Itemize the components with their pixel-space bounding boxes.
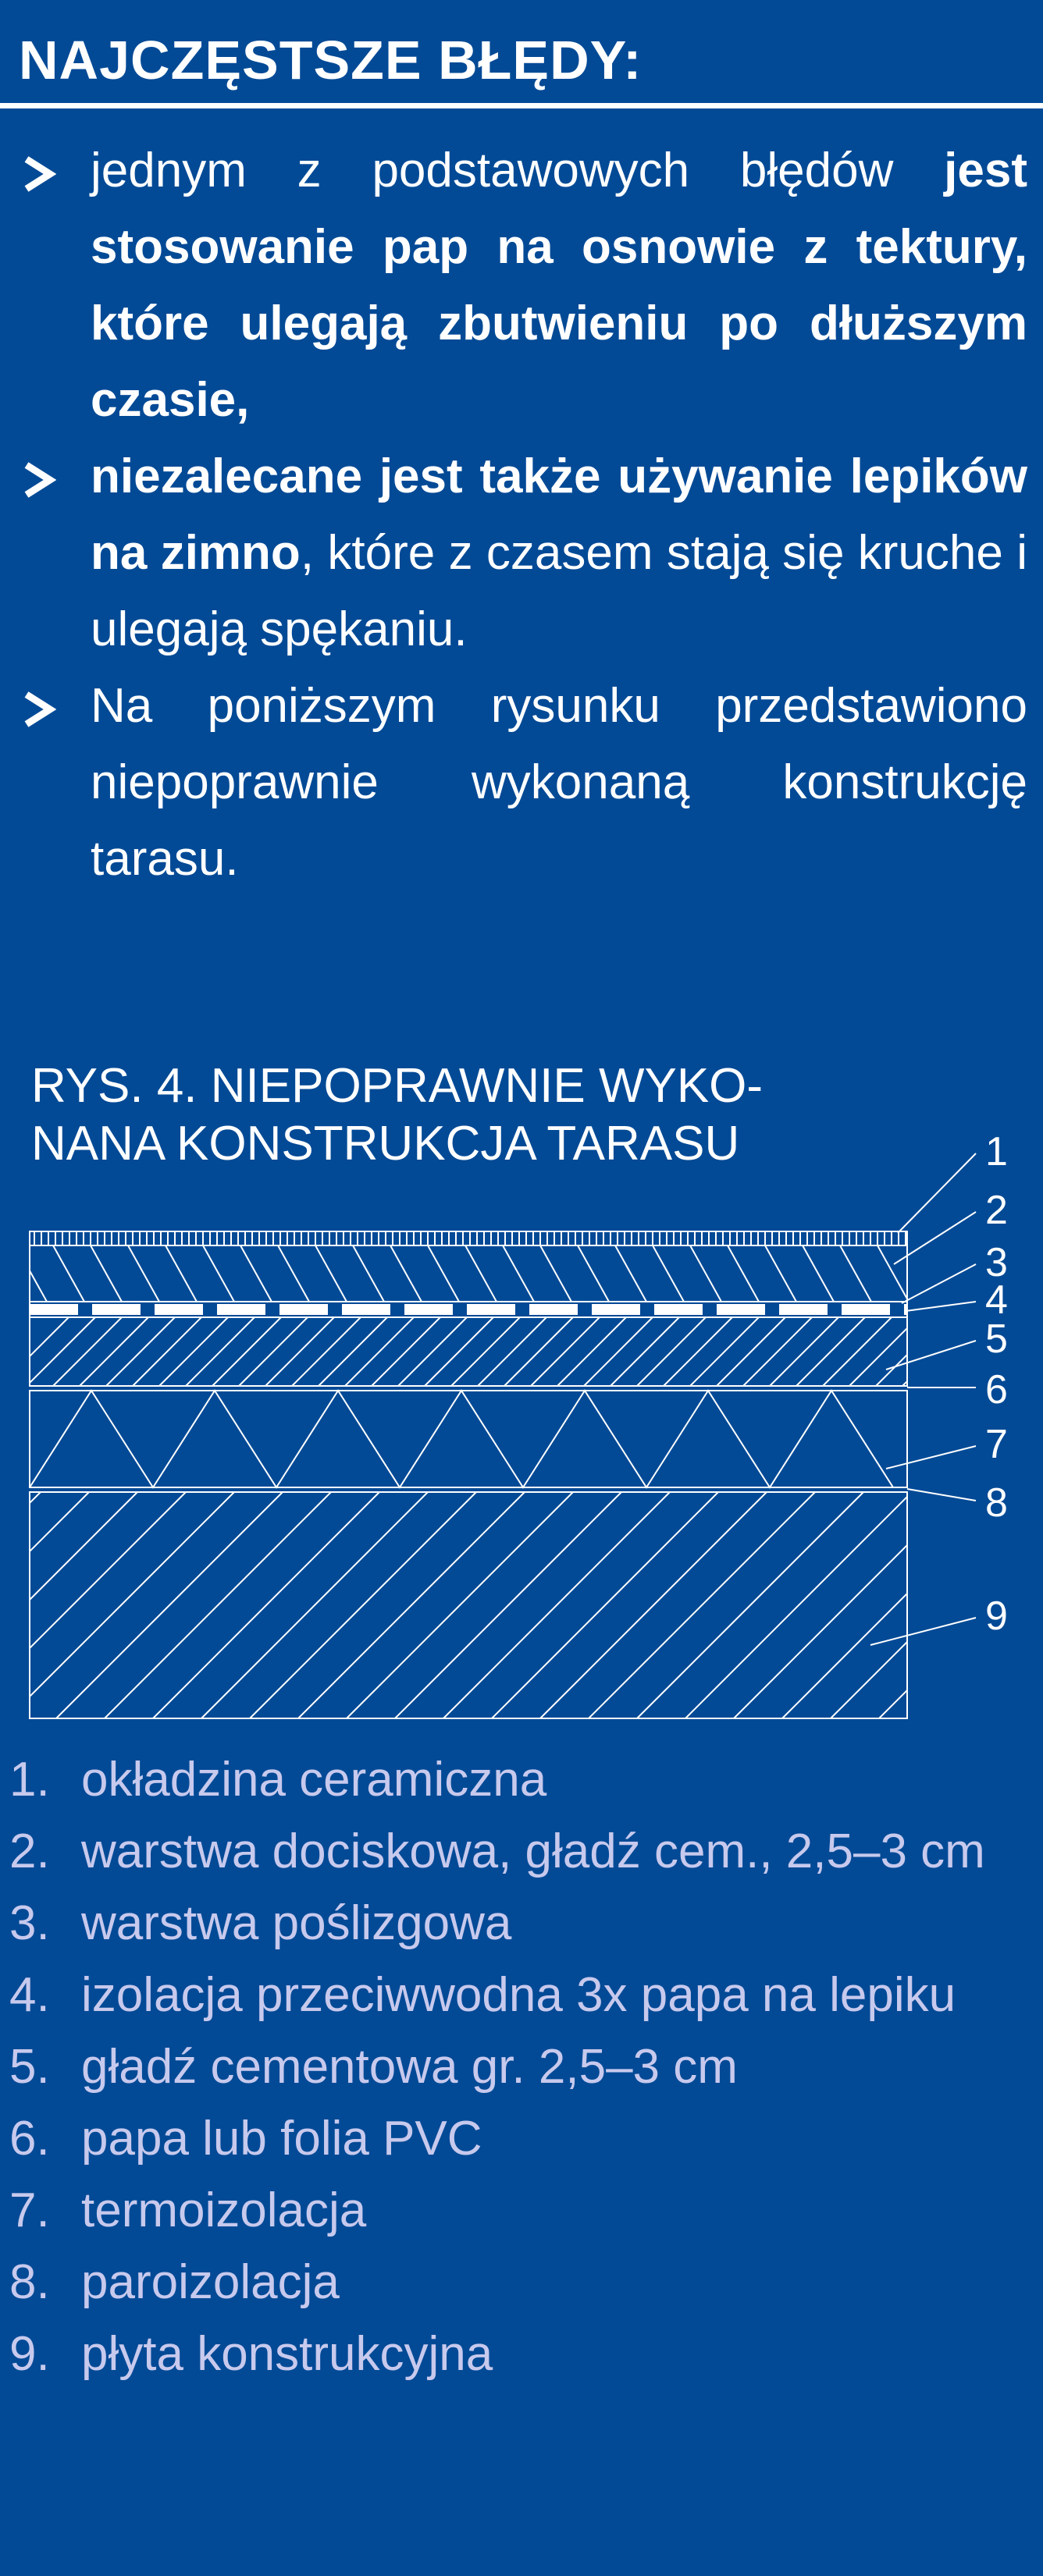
hatch-line	[201, 1492, 428, 1718]
hatch-line	[717, 1317, 785, 1386]
legend-number: 1.	[9, 1753, 50, 1807]
header	[0, 0, 1043, 109]
bullet-item	[0, 133, 1043, 439]
hatch-line	[203, 1245, 234, 1302]
hatch-line	[610, 1317, 679, 1386]
legend-number: 4.	[9, 1968, 50, 2022]
legend-number: 5.	[9, 2040, 50, 2094]
hatch-line	[877, 1245, 909, 1302]
page-title: NAJCZĘSTSZE BŁĘDY:	[19, 30, 643, 91]
hatch-line	[765, 1245, 796, 1302]
hatch-line	[53, 1245, 84, 1302]
hatch-line	[443, 1492, 670, 1718]
hatch-line	[504, 1317, 573, 1386]
layer-1-ceramic-tiles	[30, 1231, 907, 1245]
hatch-line	[0, 1317, 69, 1386]
callout-7: 7	[985, 1422, 1008, 1467]
hatch-line	[8, 1492, 234, 1718]
hatch-line	[250, 1492, 476, 1718]
hatch-line	[0, 1492, 41, 1718]
legend-text: warstwa poślizgowa	[81, 1896, 512, 1950]
hatch-line	[743, 1317, 812, 1386]
callout-4: 4	[985, 1277, 1008, 1323]
hatch-line	[637, 1492, 863, 1718]
legend-item	[0, 1888, 1043, 1960]
hatch-line	[212, 1317, 281, 1386]
hatch-line	[16, 1245, 47, 1302]
hatch-line	[876, 1317, 945, 1386]
hatch-line	[902, 1317, 971, 1386]
legend-item	[0, 2247, 1043, 2318]
legend-text: gładź cementowa gr. 2,5–3 cm	[81, 2040, 738, 2094]
hatch-line	[428, 1245, 459, 1302]
hatch-line	[80, 1317, 148, 1386]
hatch-line	[557, 1317, 626, 1386]
callout-labels	[985, 1129, 1008, 1639]
legend-number: 8.	[9, 2255, 50, 2309]
hatch-line	[637, 1317, 706, 1386]
hatch-line	[27, 1317, 95, 1386]
callout-3: 3	[985, 1240, 1008, 1285]
hatch-line	[345, 1317, 414, 1386]
layer-5-cement-screed	[0, 1317, 1043, 1386]
hatch-line	[840, 1245, 871, 1302]
legend-item	[0, 2318, 1043, 2390]
legend-text: izolacja przeciwwodna 3x papa na lepiku	[81, 1968, 956, 2022]
hatch-line	[239, 1317, 308, 1386]
hatch-line	[690, 1245, 721, 1302]
hatch-line	[395, 1492, 621, 1718]
legend-text: płyta konstrukcyjna	[81, 2327, 493, 2381]
hatch-line	[347, 1492, 573, 1718]
callout-1: 1	[985, 1129, 1008, 1174]
hatch-line	[265, 1317, 334, 1386]
hatch-line	[540, 1492, 767, 1718]
hatch-line	[106, 1317, 175, 1386]
hatch-line	[0, 1492, 186, 1718]
hatch-line	[372, 1317, 440, 1386]
leader-lines	[870, 1153, 976, 1645]
hatch-line	[128, 1245, 159, 1302]
layer-7-thermal-insulation	[30, 1391, 907, 1487]
figure-caption-line1: RYS. 4. NIEPOPRAWNIE WYKO-	[31, 1059, 764, 1113]
legend-number: 6.	[9, 2112, 50, 2166]
hatch-line	[53, 1317, 122, 1386]
legend-text: warstwa dociskowa, gładź cem., 2,5–3 cm	[81, 1825, 985, 1878]
hatch-line	[451, 1317, 520, 1386]
hatch-line	[353, 1245, 384, 1302]
legend-item	[0, 2175, 1043, 2247]
hatch-line	[91, 1245, 122, 1302]
callout-5: 5	[985, 1316, 1008, 1362]
legend-text: termoizolacja	[81, 2183, 367, 2237]
hatch-line	[831, 1492, 1043, 1718]
hatch-line	[770, 1317, 838, 1386]
hatch-line	[425, 1317, 493, 1386]
hatch-line	[166, 1245, 197, 1302]
callout-9: 9	[985, 1594, 1008, 1639]
hatch-line	[465, 1245, 497, 1302]
legend-number: 3.	[9, 1896, 50, 1950]
bullet-bold-text: niezalecane jest także używanie lepików na zimno	[91, 449, 1027, 580]
hatch-line	[492, 1492, 718, 1718]
figure-caption-line2: NANA KONSTRUKCJA TARASU	[31, 1117, 740, 1171]
chevron-right-icon	[20, 462, 56, 498]
legend-item	[0, 1960, 1043, 2031]
hatch-line	[879, 1492, 1043, 1718]
hatch-line	[478, 1317, 546, 1386]
hatch-line	[578, 1245, 609, 1302]
hatch-line	[796, 1317, 865, 1386]
callout-6: 6	[985, 1367, 1008, 1412]
hatch-line	[615, 1245, 646, 1302]
hatch-line	[540, 1245, 571, 1302]
legend-text: okładzina ceramiczna	[81, 1753, 547, 1807]
hatch-line	[531, 1317, 600, 1386]
hatch-line	[390, 1245, 422, 1302]
hatch-line	[56, 1492, 283, 1718]
layer-9-structural-slab	[0, 1492, 1043, 1718]
legend-item	[0, 1816, 1043, 1888]
hatch-line	[240, 1245, 272, 1302]
hatch-line	[803, 1245, 834, 1302]
callout-8: 8	[985, 1480, 1008, 1526]
chevron-right-icon	[20, 691, 56, 727]
hatch-line	[153, 1492, 379, 1718]
hatch-line	[319, 1317, 387, 1386]
hatch-line	[0, 1492, 137, 1718]
legend-number: 7.	[9, 2183, 50, 2237]
legend-item	[0, 2031, 1043, 2103]
layer-3-4-sliding-waterproofing	[30, 1302, 907, 1317]
bullet-item	[0, 668, 1043, 897]
hatch-line	[398, 1317, 467, 1386]
legend-text: papa lub folia PVC	[81, 2112, 482, 2166]
hatch-line	[186, 1317, 255, 1386]
hatch-line	[159, 1317, 228, 1386]
legend-item	[0, 2103, 1043, 2175]
hatch-line	[292, 1317, 361, 1386]
legend-list	[0, 1744, 1043, 2390]
title-underline	[0, 103, 1043, 108]
hatch-line	[278, 1245, 309, 1302]
chevron-right-icon	[20, 156, 56, 192]
legend-text: paroizolacja	[81, 2255, 340, 2309]
bullet-text-after: , które z czasem stają się kruche i ulegają spękaniu.	[91, 526, 1027, 656]
bullet-item	[0, 439, 1043, 668]
bullet-text: jednym z podstawowych błędów	[91, 144, 945, 197]
layer-2-pressure-screed	[16, 1245, 946, 1302]
hatch-line	[315, 1245, 347, 1302]
hatch-line	[589, 1492, 815, 1718]
terrace-cross-section-diagram	[0, 1093, 1043, 1732]
callout-2: 2	[985, 1188, 1008, 1233]
hatch-line	[690, 1317, 759, 1386]
hatch-line	[503, 1245, 534, 1302]
bullet-list	[0, 133, 1043, 897]
hatch-line	[105, 1492, 331, 1718]
legend-number: 9.	[9, 2327, 50, 2381]
legend-item	[0, 1744, 1043, 1816]
hatch-line	[823, 1317, 892, 1386]
hatch-line	[133, 1317, 201, 1386]
hatch-line	[728, 1245, 759, 1302]
hatch-line	[653, 1245, 684, 1302]
bullet-text: Na poniższym rysunku przedstawiono niepoprawnie wykonaną konstrukcję tarasu.	[91, 679, 1027, 886]
legend-number: 2.	[9, 1825, 50, 1878]
bullet-bold-text: jest stosowanie pap na osnowie z tektury, które ulegają zbutwieniu po dłuższym czasie,	[91, 144, 1027, 427]
hatch-line	[584, 1317, 653, 1386]
hatch-line	[734, 1492, 960, 1718]
hatch-line	[685, 1492, 912, 1718]
hatch-line	[664, 1317, 732, 1386]
hatch-line	[782, 1492, 1009, 1718]
hatch-line	[0, 1492, 89, 1718]
hatch-line	[298, 1492, 525, 1718]
